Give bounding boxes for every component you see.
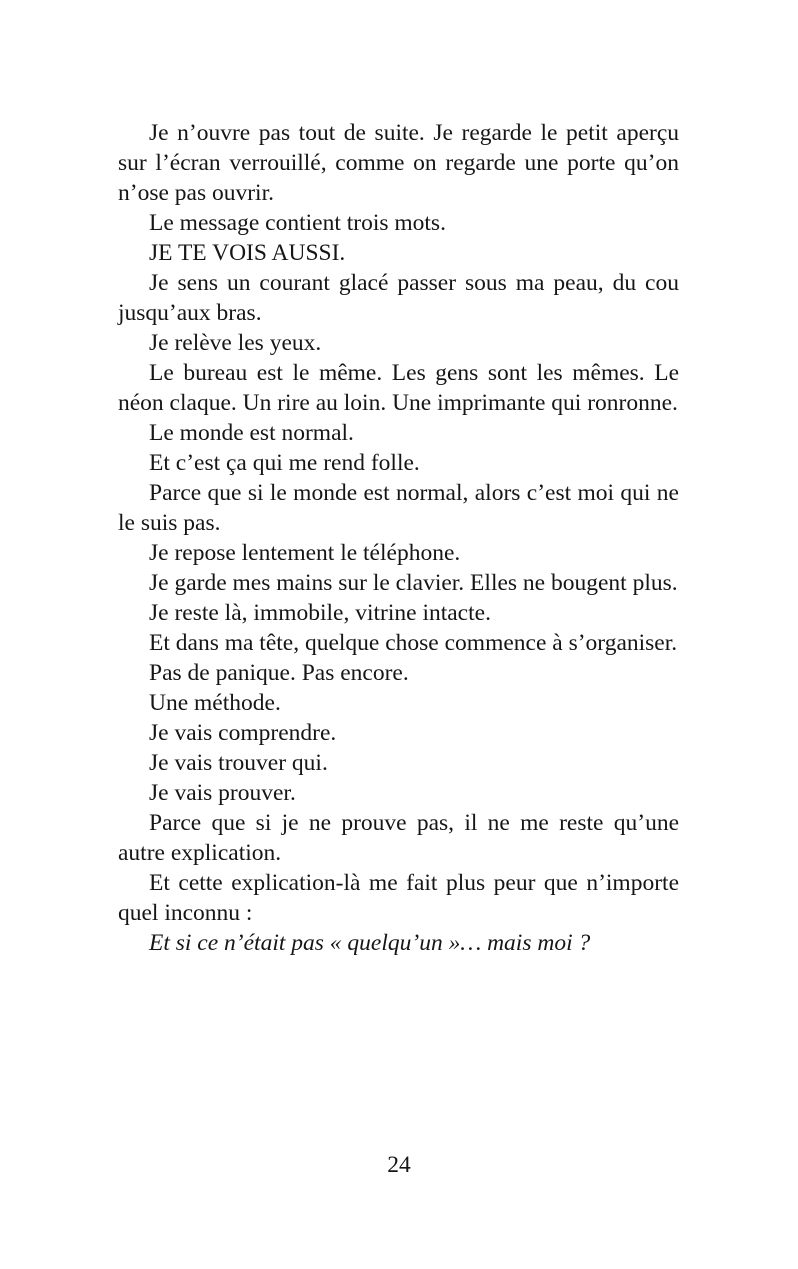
paragraph: Le monde est normal. [149,420,354,446]
paragraph: Et cette explication-là me fait plus peur que n’importe quel inconnu : [118,870,679,926]
paragraph: Parce que si le monde est normal, alors c’est moi qui ne le suis pas. [118,480,679,536]
page-number: 24 [387,1152,411,1178]
paragraph: Je vais prouver. [149,780,296,806]
paragraph: Le bureau est le même. Les gens sont les mêmes. Le néon claque. Un rire au loin. Une imprimante qui ronronne. [118,360,679,416]
paragraph: Je repose lentement le téléphone. [149,540,461,566]
paragraph: Pas de panique. Pas encore. [149,660,409,686]
paragraph: Une méthode. [149,690,281,716]
paragraph: Je sens un courant glacé passer sous ma peau, du cou jusqu’aux bras. [118,270,679,326]
body-text [118,118,679,958]
paragraph: Parce que si je ne prouve pas, il ne me reste qu’une autre explication. [118,810,679,866]
paragraph: Je garde mes mains sur le clavier. Elles ne bougent plus. [149,570,678,596]
paragraph: Je vais comprendre. [149,720,337,746]
paragraph: Et c’est ça qui me rend folle. [149,450,420,476]
paragraph: Je n’ouvre pas tout de suite. Je regarde le petit aperçu sur l’écran verrouillé, comme on regarde une porte qu’on n’ose pas ouvrir. [118,120,679,206]
closing-italic-paragraph: Et si ce n’était pas « quelqu’un »… mais moi ? [149,930,591,956]
paragraph: Et dans ma tête, quelque chose commence à s’organiser. [149,630,678,656]
paragraph: JE TE VOIS AUSSI. [149,240,346,266]
paragraph: Je relève les yeux. [149,330,322,356]
paragraph: Je vais trouver qui. [149,750,328,776]
paragraph: Je reste là, immobile, vitrine intacte. [149,600,491,626]
paragraph: Le message contient trois mots. [149,210,446,236]
